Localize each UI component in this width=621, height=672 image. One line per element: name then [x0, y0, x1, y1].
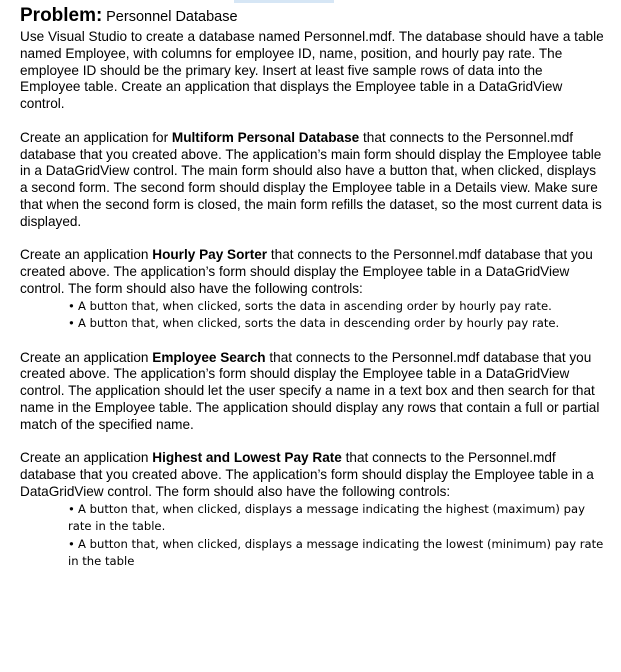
list-item [68, 315, 605, 333]
section-highest-lowest-pay [20, 450, 605, 500]
bullet-icon: • [68, 501, 75, 516]
bullet-icon: • [68, 316, 75, 331]
section-lead-text: Create an application [20, 450, 153, 466]
list-item [68, 536, 605, 571]
section-employee-search [20, 350, 605, 434]
list-item [68, 298, 605, 316]
section-body-text: that connects to the Personnel.mdf database that you created above. The application’s form should display the Employee table in a DataGridView control. The form should also have the following controls: [20, 247, 593, 296]
list-item-text: A button that, when clicked, sorts the data in ascending order by hourly pay rate. [78, 298, 552, 313]
section-multiform [20, 130, 605, 231]
list-item-text: A button that, when clicked, displays a message indicating the lowest (minimum) pay rate in the table [68, 536, 604, 569]
app-name-multiform: Multiform Personal Database [171, 129, 360, 145]
list-item [68, 501, 605, 536]
section-body-text: that connects to the Personnel.mdf database that you created above. The application’s main form should display the Employee table in a DataGridView control. The main form should also have a button that, when clicked, displays a second form. The second form should display the Employee table in a Details view. Make sure that when the second form is closed, the main form refills the dataset, so the most current data is displayed. [20, 129, 602, 229]
bullet-icon: • [68, 536, 75, 551]
section-body-text: that connects to the Personnel.mdf database that you created above. The application’s form should display the Employee table in a DataGridView control. The application should let the user specify a name in a text box and then search for that name in the Employee table. The application should display any rows that contain a full or partial match of the specified name. [20, 349, 600, 432]
section-hourly-pay-sorter [20, 247, 605, 297]
section-lead-text: Create an application [20, 349, 153, 365]
app-name-employee-search: Employee Search [152, 349, 266, 365]
bullet-icon: • [68, 298, 75, 313]
app-name-hourly-pay-sorter: Hourly Pay Sorter [152, 247, 268, 263]
list-item-text: A button that, when clicked, displays a message indicating the highest (maximum) pay rate in the table. [68, 501, 585, 534]
section-lead-text: Create an application [20, 247, 153, 263]
problem-title: Personnel Database [106, 9, 238, 25]
top-highlight-strip [234, 0, 334, 3]
problem-intro: Use Visual Studio to create a database named Personnel.mdf. The database should have a table named Employee, with columns for employee ID, name, position, and hourly pay rate. The employee ID should be the primary key. Insert at least five sample rows of data into the Employee table. Create an application that displays the Employee table in a DataGridView control. [20, 29, 604, 112]
list-item-text: A button that, when clicked, sorts the data in descending order by hourly pay rate. [78, 316, 560, 331]
section-lead-text: Create an application for [20, 129, 172, 145]
app-name-highest-lowest-pay: Highest and Lowest Pay Rate [152, 450, 342, 466]
bullet-list-sorter [20, 298, 605, 333]
document-body [20, 4, 605, 571]
problem-label: Problem: [20, 5, 103, 26]
section-body-text: that connects to the Personnel.mdf database that you created above. The application’s form should display the Employee table in a DataGridView control. The form should also have the following controls: [20, 450, 594, 499]
bullet-list-pay-rate [20, 501, 605, 571]
problem-heading [20, 4, 605, 29]
